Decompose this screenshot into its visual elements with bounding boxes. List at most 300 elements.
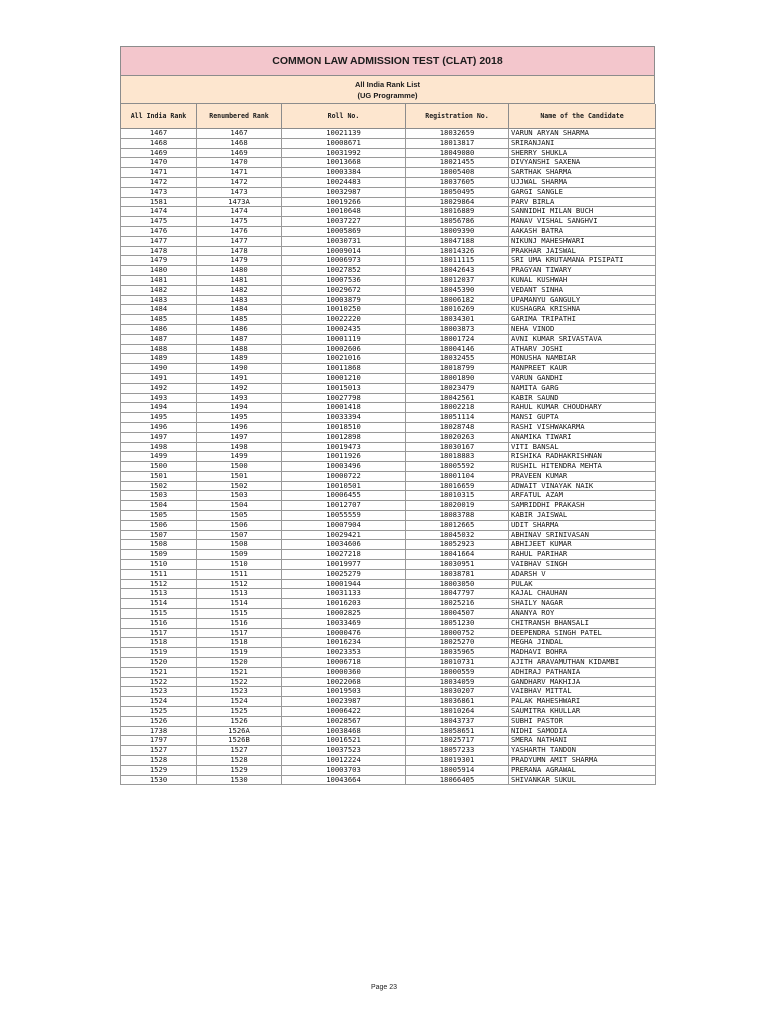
- renumbered-rank-cell: 1481: [197, 275, 282, 285]
- table-row: [121, 530, 656, 540]
- registration-no-cell: 18045390: [406, 285, 509, 295]
- table-row: [121, 579, 656, 589]
- renumbered-rank-cell: 1530: [197, 775, 282, 785]
- roll-no-cell: 10000722: [282, 471, 406, 481]
- candidate-name-cell: SHAILY NAGAR: [509, 599, 656, 609]
- registration-no-cell: 18011115: [406, 256, 509, 266]
- roll-no-cell: 10012224: [282, 756, 406, 766]
- roll-no-cell: 10007536: [282, 275, 406, 285]
- roll-no-cell: 10037523: [282, 746, 406, 756]
- registration-no-cell: 18025216: [406, 599, 509, 609]
- all-india-rank-cell: 1519: [121, 648, 197, 658]
- all-india-rank-cell: 1518: [121, 638, 197, 648]
- table-row: [121, 197, 656, 207]
- all-india-rank-cell: 1530: [121, 775, 197, 785]
- registration-no-cell: 18032455: [406, 354, 509, 364]
- table-row: [121, 187, 656, 197]
- table-row: [121, 471, 656, 481]
- roll-no-cell: 10029672: [282, 285, 406, 295]
- roll-no-cell: 10023353: [282, 648, 406, 658]
- roll-no-cell: 10011926: [282, 452, 406, 462]
- page-number: Page 23: [370, 984, 398, 991]
- registration-no-cell: 18066405: [406, 775, 509, 785]
- roll-no-cell: 10022068: [282, 677, 406, 687]
- all-india-rank-cell: 1502: [121, 481, 197, 491]
- candidate-name-cell: KUNAL KUSHWAH: [509, 275, 656, 285]
- roll-no-cell: 10019503: [282, 687, 406, 697]
- registration-no-cell: 18014326: [406, 246, 509, 256]
- table-row: [121, 658, 656, 668]
- all-india-rank-cell: 1485: [121, 315, 197, 325]
- registration-no-cell: 18038781: [406, 569, 509, 579]
- candidate-name-cell: SHERRY SHUKLA: [509, 148, 656, 158]
- registration-no-cell: 18003050: [406, 579, 509, 589]
- table-row: [121, 540, 656, 550]
- table-row: [121, 393, 656, 403]
- roll-no-cell: 10034606: [282, 540, 406, 550]
- registration-no-cell: 18005914: [406, 765, 509, 775]
- roll-no-cell: 10031992: [282, 148, 406, 158]
- registration-no-cell: 18009390: [406, 226, 509, 236]
- registration-no-cell: 18042643: [406, 266, 509, 276]
- all-india-rank-cell: 1510: [121, 560, 197, 570]
- all-india-rank-cell: 1498: [121, 442, 197, 452]
- roll-no-cell: 10018510: [282, 422, 406, 432]
- candidate-name-cell: PRAVEEN KUMAR: [509, 471, 656, 481]
- all-india-rank-cell: 1478: [121, 246, 197, 256]
- table-row: [121, 707, 656, 717]
- candidate-name-cell: VAIBHAV SINGH: [509, 560, 656, 570]
- candidate-name-cell: AJITH ARAVAMUTHAN KIDAMBI: [509, 658, 656, 668]
- table-row: [121, 285, 656, 295]
- roll-no-cell: 10010501: [282, 481, 406, 491]
- renumbered-rank-cell: 1510: [197, 560, 282, 570]
- candidate-name-cell: NIKUNJ MAHESHWARI: [509, 236, 656, 246]
- roll-no-cell: 10016521: [282, 736, 406, 746]
- header-roll-no: Roll No.: [282, 104, 406, 129]
- candidate-name-cell: SHIVANKAR SUKUL: [509, 775, 656, 785]
- all-india-rank-cell: 1738: [121, 726, 197, 736]
- all-india-rank-cell: 1472: [121, 177, 197, 187]
- renumbered-rank-cell: 1478: [197, 246, 282, 256]
- table-row: [121, 256, 656, 266]
- registration-no-cell: 18030167: [406, 442, 509, 452]
- all-india-rank-cell: 1504: [121, 501, 197, 511]
- table-row: [121, 569, 656, 579]
- all-india-rank-cell: 1520: [121, 658, 197, 668]
- table-row: [121, 550, 656, 560]
- candidate-name-cell: VITI BANSAL: [509, 442, 656, 452]
- candidate-name-cell: RAHUL PARIHAR: [509, 550, 656, 560]
- renumbered-rank-cell: 1473: [197, 187, 282, 197]
- renumbered-rank-cell: 1470: [197, 158, 282, 168]
- registration-no-cell: 18003873: [406, 324, 509, 334]
- registration-no-cell: 18010264: [406, 707, 509, 717]
- roll-no-cell: 10003496: [282, 462, 406, 472]
- candidate-name-cell: ABHIJEET KUMAR: [509, 540, 656, 550]
- all-india-rank-cell: 1474: [121, 207, 197, 217]
- all-india-rank-cell: 1524: [121, 697, 197, 707]
- candidate-name-cell: CHITRANSH BHANSALI: [509, 618, 656, 628]
- roll-no-cell: 10010250: [282, 305, 406, 315]
- table-row: [121, 138, 656, 148]
- candidate-name-cell: PALAK MAHESHWARI: [509, 697, 656, 707]
- candidate-name-cell: SARTHAK SHARMA: [509, 168, 656, 178]
- candidate-name-cell: ATHARV JOSHI: [509, 344, 656, 354]
- table-row: [121, 736, 656, 746]
- roll-no-cell: 10038468: [282, 726, 406, 736]
- all-india-rank-cell: 1527: [121, 746, 197, 756]
- table-row: [121, 560, 656, 570]
- registration-no-cell: 18004507: [406, 609, 509, 619]
- all-india-rank-cell: 1507: [121, 530, 197, 540]
- table-row: [121, 756, 656, 766]
- candidate-name-cell: GARIMA TRIPATHI: [509, 315, 656, 325]
- document-title: COMMON LAW ADMISSION TEST (CLAT) 2018: [272, 55, 503, 67]
- table-row: [121, 236, 656, 246]
- all-india-rank-cell: 1490: [121, 364, 197, 374]
- registration-no-cell: 18005592: [406, 462, 509, 472]
- renumbered-rank-cell: 1493: [197, 393, 282, 403]
- roll-no-cell: 10055559: [282, 511, 406, 521]
- renumbered-rank-cell: 1485: [197, 315, 282, 325]
- roll-no-cell: 10009014: [282, 246, 406, 256]
- renumbered-rank-cell: 1501: [197, 471, 282, 481]
- roll-no-cell: 10027852: [282, 266, 406, 276]
- table-row: [121, 687, 656, 697]
- all-india-rank-cell: 1477: [121, 236, 197, 246]
- registration-no-cell: 18000559: [406, 667, 509, 677]
- all-india-rank-cell: 1480: [121, 266, 197, 276]
- roll-no-cell: 10012898: [282, 432, 406, 442]
- registration-no-cell: 18002218: [406, 403, 509, 413]
- candidate-name-cell: SMERA NATHANI: [509, 736, 656, 746]
- all-india-rank-cell: 1501: [121, 471, 197, 481]
- renumbered-rank-cell: 1487: [197, 334, 282, 344]
- candidate-name-cell: VAIBHAV MITTAL: [509, 687, 656, 697]
- roll-no-cell: 10001418: [282, 403, 406, 413]
- candidate-name-cell: KABIR SAUND: [509, 393, 656, 403]
- all-india-rank-cell: 1488: [121, 344, 197, 354]
- all-india-rank-cell: 1516: [121, 618, 197, 628]
- registration-no-cell: 18020019: [406, 501, 509, 511]
- renumbered-rank-cell: 1489: [197, 354, 282, 364]
- registration-no-cell: 18010731: [406, 658, 509, 668]
- roll-no-cell: 10003384: [282, 168, 406, 178]
- candidate-name-cell: SAUMITRA KHULLAR: [509, 707, 656, 717]
- renumbered-rank-cell: 1498: [197, 442, 282, 452]
- candidate-name-cell: MANSI GUPTA: [509, 413, 656, 423]
- table-header-row: [121, 104, 656, 129]
- table-row: [121, 609, 656, 619]
- renumbered-rank-cell: 1526B: [197, 736, 282, 746]
- roll-no-cell: 10007904: [282, 520, 406, 530]
- programme-label: (UG Programme): [357, 90, 418, 100]
- all-india-rank-cell: 1491: [121, 373, 197, 383]
- table-row: [121, 726, 656, 736]
- roll-no-cell: 10006718: [282, 658, 406, 668]
- registration-no-cell: 18001724: [406, 334, 509, 344]
- registration-no-cell: 18032659: [406, 129, 509, 139]
- roll-no-cell: 10002435: [282, 324, 406, 334]
- candidate-name-cell: ANAMIKA TIWARI: [509, 432, 656, 442]
- candidate-name-cell: PRADYUMN AMIT SHARMA: [509, 756, 656, 766]
- renumbered-rank-cell: 1507: [197, 530, 282, 540]
- table-row: [121, 638, 656, 648]
- registration-no-cell: 18010315: [406, 491, 509, 501]
- table-row: [121, 481, 656, 491]
- candidate-name-cell: UDIT SHARMA: [509, 520, 656, 530]
- table-row: [121, 677, 656, 687]
- roll-no-cell: 10043664: [282, 775, 406, 785]
- all-india-rank-cell: 1513: [121, 589, 197, 599]
- renumbered-rank-cell: 1522: [197, 677, 282, 687]
- table-row: [121, 373, 656, 383]
- candidate-name-cell: RUSHIL HITENDRA MEHTA: [509, 462, 656, 472]
- table-row: [121, 667, 656, 677]
- roll-no-cell: 10006455: [282, 491, 406, 501]
- registration-no-cell: 18000752: [406, 628, 509, 638]
- candidate-name-cell: ABHINAV SRINIVASAN: [509, 530, 656, 540]
- candidate-name-cell: RASHI VISHWAKARMA: [509, 422, 656, 432]
- registration-no-cell: 18019301: [406, 756, 509, 766]
- registration-no-cell: 18018799: [406, 364, 509, 374]
- roll-no-cell: 10000360: [282, 667, 406, 677]
- candidate-name-cell: MONUSHA NAMBIAR: [509, 354, 656, 364]
- renumbered-rank-cell: 1502: [197, 481, 282, 491]
- table-row: [121, 618, 656, 628]
- all-india-rank-cell: 1505: [121, 511, 197, 521]
- renumbered-rank-cell: 1484: [197, 305, 282, 315]
- renumbered-rank-cell: 1476: [197, 226, 282, 236]
- registration-no-cell: 18025717: [406, 736, 509, 746]
- registration-no-cell: 18041664: [406, 550, 509, 560]
- all-india-rank-cell: 1476: [121, 226, 197, 236]
- registration-no-cell: 18051230: [406, 618, 509, 628]
- all-india-rank-cell: 1499: [121, 452, 197, 462]
- all-india-rank-cell: 1469: [121, 148, 197, 158]
- all-india-rank-cell: 1503: [121, 491, 197, 501]
- renumbered-rank-cell: 1518: [197, 638, 282, 648]
- renumbered-rank-cell: 1515: [197, 609, 282, 619]
- roll-no-cell: 10001119: [282, 334, 406, 344]
- registration-no-cell: 18034059: [406, 677, 509, 687]
- renumbered-rank-cell: 1529: [197, 765, 282, 775]
- candidate-name-cell: SRI UMA KRUTAMANA PISIPATI: [509, 256, 656, 266]
- table-row: [121, 589, 656, 599]
- roll-no-cell: 10002606: [282, 344, 406, 354]
- table-row: [121, 520, 656, 530]
- roll-no-cell: 10029421: [282, 530, 406, 540]
- registration-no-cell: 18023479: [406, 383, 509, 393]
- registration-no-cell: 18012037: [406, 275, 509, 285]
- renumbered-rank-cell: 1528: [197, 756, 282, 766]
- roll-no-cell: 10027798: [282, 393, 406, 403]
- roll-no-cell: 10033469: [282, 618, 406, 628]
- renumbered-rank-cell: 1490: [197, 364, 282, 374]
- all-india-rank-cell: 1493: [121, 393, 197, 403]
- candidate-name-cell: ANANYA ROY: [509, 609, 656, 619]
- all-india-rank-cell: 1481: [121, 275, 197, 285]
- table-row: [121, 226, 656, 236]
- all-india-rank-cell: 1512: [121, 579, 197, 589]
- renumbered-rank-cell: 1499: [197, 452, 282, 462]
- renumbered-rank-cell: 1482: [197, 285, 282, 295]
- renumbered-rank-cell: 1506: [197, 520, 282, 530]
- roll-no-cell: 10022220: [282, 315, 406, 325]
- registration-no-cell: 18020263: [406, 432, 509, 442]
- roll-no-cell: 10001944: [282, 579, 406, 589]
- roll-no-cell: 10006422: [282, 707, 406, 717]
- table-row: [121, 217, 656, 227]
- renumbered-rank-cell: 1514: [197, 599, 282, 609]
- table-row: [121, 648, 656, 658]
- renumbered-rank-cell: 1469: [197, 148, 282, 158]
- renumbered-rank-cell: 1505: [197, 511, 282, 521]
- candidate-name-cell: NEHA VINOD: [509, 324, 656, 334]
- table-row: [121, 501, 656, 511]
- all-india-rank-cell: 1494: [121, 403, 197, 413]
- list-subtitle: All India Rank List: [354, 79, 420, 89]
- all-india-rank-cell: 1523: [121, 687, 197, 697]
- renumbered-rank-cell: 1474: [197, 207, 282, 217]
- renumbered-rank-cell: 1477: [197, 236, 282, 246]
- candidate-name-cell: MANPREET KAUR: [509, 364, 656, 374]
- roll-no-cell: 10019266: [282, 197, 406, 207]
- roll-no-cell: 10010648: [282, 207, 406, 217]
- candidate-name-cell: VARUN GANDHI: [509, 373, 656, 383]
- table-row: [121, 158, 656, 168]
- registration-no-cell: 18025270: [406, 638, 509, 648]
- all-india-rank-cell: 1521: [121, 667, 197, 677]
- registration-no-cell: 18030951: [406, 560, 509, 570]
- document-title-banner: [120, 46, 655, 76]
- table-row: [121, 511, 656, 521]
- table-row: [121, 462, 656, 472]
- all-india-rank-cell: 1497: [121, 432, 197, 442]
- registration-no-cell: 18018883: [406, 452, 509, 462]
- table-row: [121, 442, 656, 452]
- all-india-rank-cell: 1528: [121, 756, 197, 766]
- candidate-name-cell: NIDHI SAMODIA: [509, 726, 656, 736]
- renumbered-rank-cell: 1525: [197, 707, 282, 717]
- all-india-rank-cell: 1470: [121, 158, 197, 168]
- registration-no-cell: 18056786: [406, 217, 509, 227]
- header-renumbered-rank: Renumbered Rank: [197, 104, 282, 129]
- roll-no-cell: 10031133: [282, 589, 406, 599]
- candidate-name-cell: SANNIDHI MILAN BUCH: [509, 207, 656, 217]
- registration-no-cell: 18043737: [406, 716, 509, 726]
- all-india-rank-cell: 1515: [121, 609, 197, 619]
- candidate-name-cell: MADHAVI BOHRA: [509, 648, 656, 658]
- roll-no-cell: 10006973: [282, 256, 406, 266]
- registration-no-cell: 18021455: [406, 158, 509, 168]
- all-india-rank-cell: 1482: [121, 285, 197, 295]
- table-row: [121, 324, 656, 334]
- roll-no-cell: 10012707: [282, 501, 406, 511]
- candidate-name-cell: GANDHARV MAKHIJA: [509, 677, 656, 687]
- roll-no-cell: 10002825: [282, 609, 406, 619]
- roll-no-cell: 10001210: [282, 373, 406, 383]
- candidate-name-cell: ARFATUL AZAM: [509, 491, 656, 501]
- renumbered-rank-cell: 1500: [197, 462, 282, 472]
- candidate-name-cell: UJJWAL SHARMA: [509, 177, 656, 187]
- table-row: [121, 422, 656, 432]
- all-india-rank-cell: 1489: [121, 354, 197, 364]
- renumbered-rank-cell: 1473A: [197, 197, 282, 207]
- renumbered-rank-cell: 1526A: [197, 726, 282, 736]
- candidate-name-cell: PULAK: [509, 579, 656, 589]
- rank-list-sheet: [120, 46, 655, 785]
- candidate-name-cell: YASHARTH TANDON: [509, 746, 656, 756]
- table-row: [121, 452, 656, 462]
- registration-no-cell: 18042561: [406, 393, 509, 403]
- table-row: [121, 716, 656, 726]
- registration-no-cell: 18029864: [406, 197, 509, 207]
- table-row: [121, 354, 656, 364]
- all-india-rank-cell: 1496: [121, 422, 197, 432]
- registration-no-cell: 18036861: [406, 697, 509, 707]
- all-india-rank-cell: 1525: [121, 707, 197, 717]
- table-row: [121, 364, 656, 374]
- rank-table: [120, 104, 656, 785]
- candidate-name-cell: PARV BIRLA: [509, 197, 656, 207]
- renumbered-rank-cell: 1475: [197, 217, 282, 227]
- renumbered-rank-cell: 1519: [197, 648, 282, 658]
- renumbered-rank-cell: 1503: [197, 491, 282, 501]
- renumbered-rank-cell: 1480: [197, 266, 282, 276]
- registration-no-cell: 18005408: [406, 168, 509, 178]
- table-row: [121, 413, 656, 423]
- all-india-rank-cell: 1522: [121, 677, 197, 687]
- all-india-rank-cell: 1581: [121, 197, 197, 207]
- registration-no-cell: 18057233: [406, 746, 509, 756]
- registration-no-cell: 18049080: [406, 148, 509, 158]
- all-india-rank-cell: 1509: [121, 550, 197, 560]
- roll-no-cell: 10037227: [282, 217, 406, 227]
- candidate-name-cell: AVNI KUMAR SRIVASTAVA: [509, 334, 656, 344]
- table-row: [121, 275, 656, 285]
- renumbered-rank-cell: 1526: [197, 716, 282, 726]
- renumbered-rank-cell: 1527: [197, 746, 282, 756]
- candidate-name-cell: AAKASH BATRA: [509, 226, 656, 236]
- candidate-name-cell: NAMITA GARG: [509, 383, 656, 393]
- all-india-rank-cell: 1486: [121, 324, 197, 334]
- renumbered-rank-cell: 1513: [197, 589, 282, 599]
- renumbered-rank-cell: 1516: [197, 618, 282, 628]
- registration-no-cell: 18034301: [406, 315, 509, 325]
- all-india-rank-cell: 1487: [121, 334, 197, 344]
- table-row: [121, 628, 656, 638]
- table-row: [121, 344, 656, 354]
- candidate-name-cell: MEGHA JINDAL: [509, 638, 656, 648]
- registration-no-cell: 18047188: [406, 236, 509, 246]
- renumbered-rank-cell: 1524: [197, 697, 282, 707]
- roll-no-cell: 10011868: [282, 364, 406, 374]
- candidate-name-cell: MANAV VISHAL SANGHVI: [509, 217, 656, 227]
- all-india-rank-cell: 1483: [121, 295, 197, 305]
- all-india-rank-cell: 1511: [121, 569, 197, 579]
- table-row: [121, 432, 656, 442]
- renumbered-rank-cell: 1509: [197, 550, 282, 560]
- header-registration-no: Registration No.: [406, 104, 509, 129]
- renumbered-rank-cell: 1472: [197, 177, 282, 187]
- registration-no-cell: 18028748: [406, 422, 509, 432]
- all-india-rank-cell: 1471: [121, 168, 197, 178]
- registration-no-cell: 18047797: [406, 589, 509, 599]
- candidate-name-cell: VEDANT SINHA: [509, 285, 656, 295]
- registration-no-cell: 18016269: [406, 305, 509, 315]
